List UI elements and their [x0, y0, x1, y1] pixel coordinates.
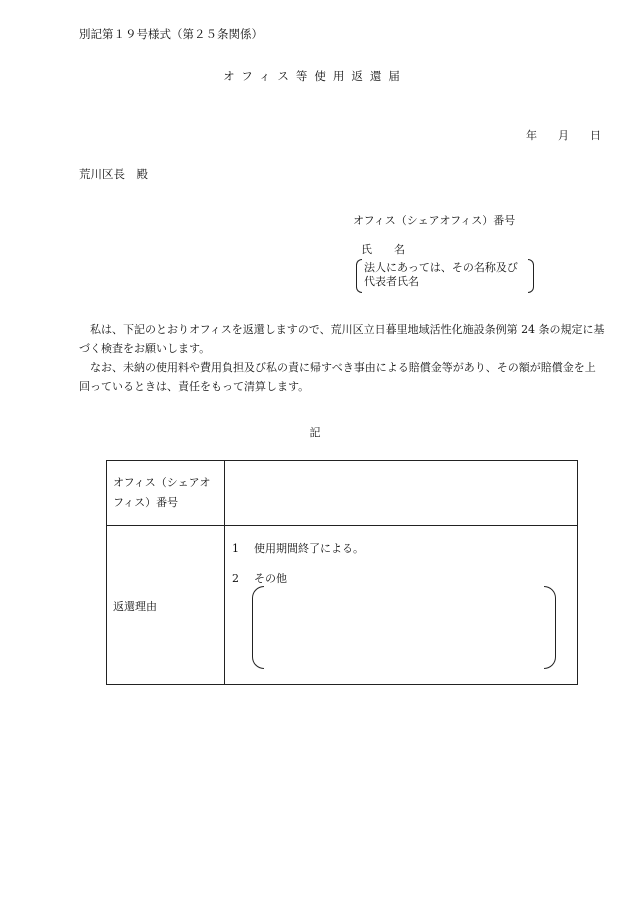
reason-2-text: その他	[254, 572, 287, 585]
name-label-shi: 氏	[361, 243, 372, 256]
reason-1-number: 1	[232, 542, 239, 555]
office-number-cell-label: オフィス（シェアオフィス）番号	[113, 476, 211, 509]
corporate-note	[356, 259, 534, 293]
applicant-name-label	[361, 241, 405, 257]
corporate-note-line1: 法人にあっては、その名称及び	[364, 261, 518, 274]
form-number: 別記第１９号様式（第２５条関係）	[79, 27, 263, 41]
document-title: オフィス等使用返還届	[223, 69, 407, 83]
return-reason-cell-label: 返還理由	[113, 600, 157, 613]
date-year-label: 年	[526, 129, 540, 142]
date-line	[508, 127, 604, 143]
date-day-label: 日	[590, 129, 604, 142]
applicant-office-number-label: オフィス（シェアオフィス）番号	[353, 214, 516, 227]
body-paragraph-1: 私は、下記のとおりオフィスを返還しますので、荒川区立日暮里地域活性化施設条例第 24 条の規定に基づく検査をお願いします。	[79, 323, 605, 355]
right-bracket	[528, 259, 534, 293]
reason-1-text: 使用期間終了による。	[254, 542, 364, 555]
date-month-label: 月	[558, 129, 572, 142]
other-reason-field[interactable]	[252, 586, 556, 669]
reason-option-1[interactable]	[232, 540, 364, 556]
addressee: 荒川区長 殿	[79, 167, 148, 181]
office-number-value-field[interactable]	[225, 461, 577, 525]
name-label-mei: 名	[394, 243, 405, 256]
left-bracket	[356, 259, 362, 293]
ki-heading: 記	[309, 426, 321, 439]
corporate-note-line2: 代表者氏名	[364, 275, 419, 288]
other-left-bracket	[252, 586, 264, 669]
body-paragraph-2: なお、未納の使用料や費用負担及び私の責に帰すべき事由による賠償金等があり、その額が賠償金を上回っているときは、責任をもって清算します。	[79, 361, 596, 393]
table-row-divider	[107, 525, 577, 526]
other-right-bracket	[544, 586, 556, 669]
reason-option-2[interactable]	[232, 570, 287, 586]
reason-2-number: 2	[232, 572, 239, 585]
detail-table	[106, 460, 578, 685]
body-text	[79, 320, 606, 396]
